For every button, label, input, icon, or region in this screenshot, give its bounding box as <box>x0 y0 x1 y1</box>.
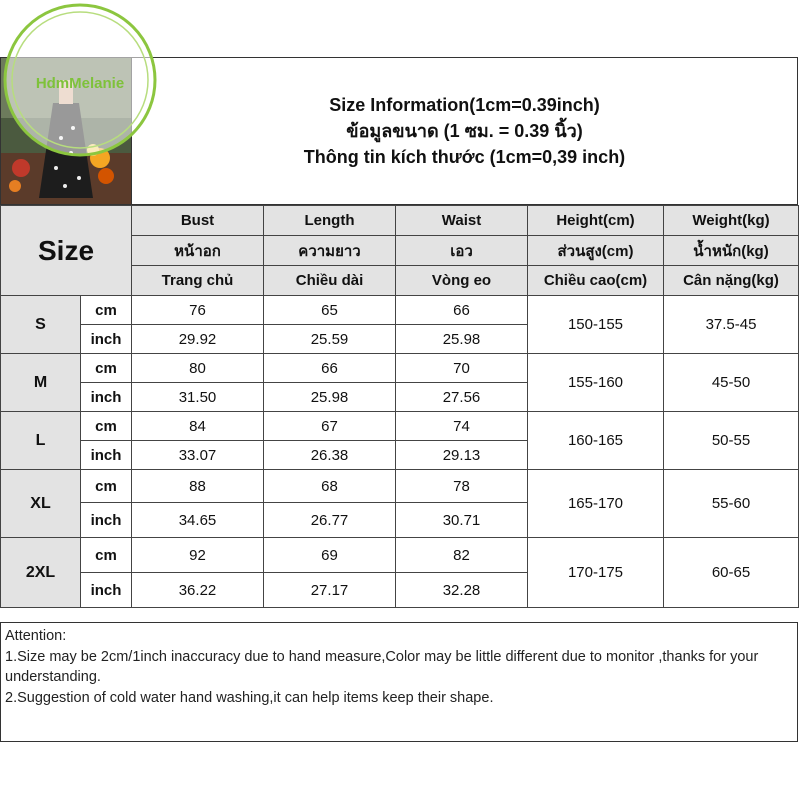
size-info-title-en: Size Information(1cm=0.39inch) <box>329 95 600 115</box>
weight-range: 37.5-45 <box>664 296 799 354</box>
unit-cm: cm <box>81 412 132 441</box>
weight-range: 55-60 <box>664 470 799 538</box>
length-inch: 26.77 <box>264 503 396 538</box>
weight-range: 50-55 <box>664 412 799 470</box>
col-bust-en: Bust <box>132 206 264 236</box>
bust-inch: 29.92 <box>132 325 264 354</box>
col-height-en: Height(cm) <box>528 206 664 236</box>
size-label: S <box>1 296 81 354</box>
size-label: M <box>1 354 81 412</box>
attention-notes <box>0 622 798 742</box>
waist-inch: 30.71 <box>396 503 528 538</box>
col-length-en: Length <box>264 206 396 236</box>
bust-inch: 33.07 <box>132 441 264 470</box>
size-label: XL <box>1 470 81 538</box>
waist-inch: 25.98 <box>396 325 528 354</box>
length-inch: 25.59 <box>264 325 396 354</box>
height-range: 165-170 <box>528 470 664 538</box>
waist-inch: 32.28 <box>396 573 528 608</box>
waist-inch: 29.13 <box>396 441 528 470</box>
size-info-title-vi: Thông tin kích thước (1cm=0,39 inch) <box>303 147 626 167</box>
unit-inch: inch <box>81 383 132 412</box>
bust-inch: 36.22 <box>132 573 264 608</box>
size-label: 2XL <box>1 538 81 608</box>
length-cm: 65 <box>264 296 396 325</box>
col-bust-vi: Trang chủ <box>132 266 264 296</box>
col-waist-vi: Vòng eo <box>396 266 528 296</box>
size-info-title-th: ข้อมูลขนาด (1 ซม. = 0.39 นิ้ว) <box>346 121 583 141</box>
attention-note-2: 2.Suggestion of cold water hand washing,it can help items keep their shape. <box>5 689 494 706</box>
col-weight-en: Weight(kg) <box>664 206 799 236</box>
height-range: 160-165 <box>528 412 664 470</box>
size-header: Size <box>1 206 132 296</box>
length-cm: 69 <box>264 538 396 573</box>
length-cm: 68 <box>264 470 396 503</box>
bust-cm: 88 <box>132 470 264 503</box>
length-cm: 67 <box>264 412 396 441</box>
brand-logo <box>2 2 158 158</box>
attention-title: Attention: <box>5 628 67 644</box>
unit-cm: cm <box>81 538 132 573</box>
height-range: 150-155 <box>528 296 664 354</box>
weight-range: 60-65 <box>664 538 799 608</box>
height-range: 170-175 <box>528 538 664 608</box>
length-inch: 25.98 <box>264 383 396 412</box>
bust-inch: 31.50 <box>132 383 264 412</box>
bust-cm: 76 <box>132 296 264 325</box>
waist-cm: 82 <box>396 538 528 573</box>
length-inch: 26.38 <box>264 441 396 470</box>
col-weight-vi: Cân nặng(kg) <box>664 266 799 296</box>
size-table <box>0 205 799 608</box>
waist-inch: 27.56 <box>396 383 528 412</box>
logo-text: HdmMelanie <box>35 75 125 92</box>
col-height-th: ส่วนสูง(cm) <box>528 236 664 266</box>
waist-cm: 74 <box>396 412 528 441</box>
unit-inch: inch <box>81 573 132 608</box>
bust-cm: 80 <box>132 354 264 383</box>
waist-cm: 66 <box>396 296 528 325</box>
bust-cm: 92 <box>132 538 264 573</box>
col-weight-th: น้ำหนัก(kg) <box>664 236 799 266</box>
unit-cm: cm <box>81 470 132 503</box>
size-info-lines <box>132 58 797 204</box>
waist-cm: 78 <box>396 470 528 503</box>
col-waist-th: เอว <box>396 236 528 266</box>
attention-note-1: 1.Size may be 2cm/1inch inaccuracy due to hand measure,Color may be little different due to monitor ,thanks for your understanding. <box>5 648 759 685</box>
unit-inch: inch <box>81 325 132 354</box>
height-range: 155-160 <box>528 354 664 412</box>
unit-cm: cm <box>81 296 132 325</box>
unit-cm: cm <box>81 354 132 383</box>
col-length-th: ความยาว <box>264 236 396 266</box>
col-bust-th: หน้าอก <box>132 236 264 266</box>
unit-inch: inch <box>81 503 132 538</box>
col-length-vi: Chiều dài <box>264 266 396 296</box>
size-label: L <box>1 412 81 470</box>
bust-cm: 84 <box>132 412 264 441</box>
weight-range: 45-50 <box>664 354 799 412</box>
bust-inch: 34.65 <box>132 503 264 538</box>
length-cm: 66 <box>264 354 396 383</box>
col-height-vi: Chiều cao(cm) <box>528 266 664 296</box>
waist-cm: 70 <box>396 354 528 383</box>
unit-inch: inch <box>81 441 132 470</box>
length-inch: 27.17 <box>264 573 396 608</box>
col-waist-en: Waist <box>396 206 528 236</box>
